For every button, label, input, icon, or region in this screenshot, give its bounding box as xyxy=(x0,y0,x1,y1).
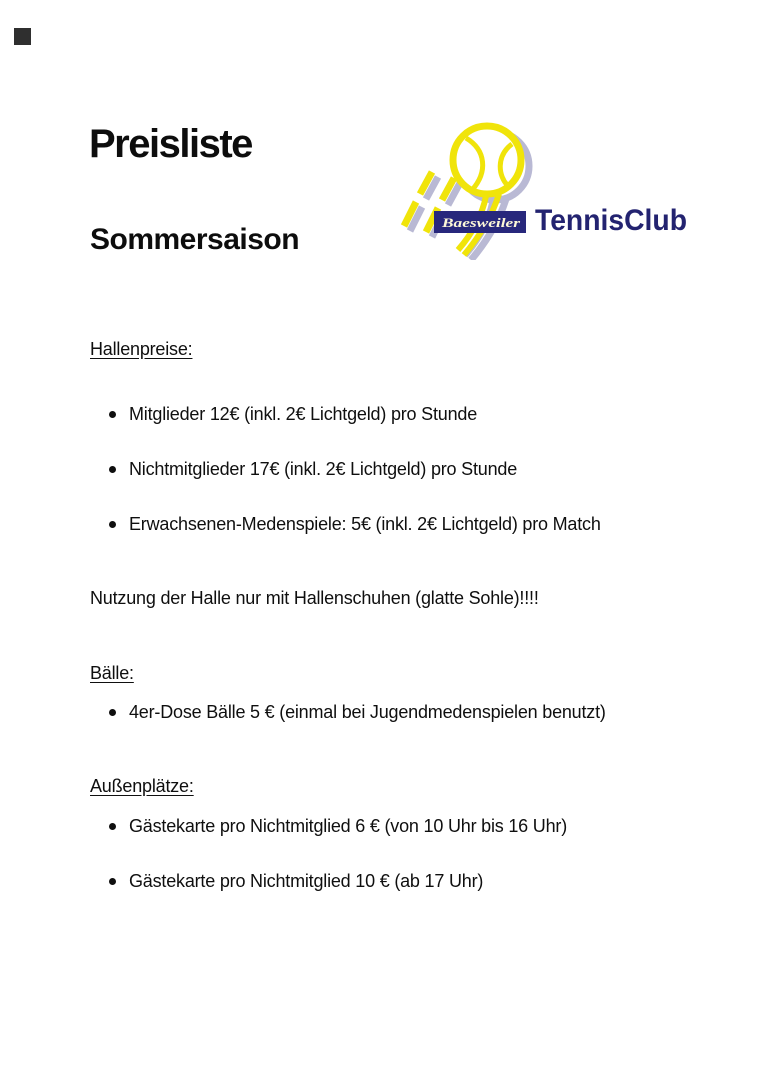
bullet-icon xyxy=(109,521,116,528)
logo-banner xyxy=(434,211,526,233)
page-title: Preisliste xyxy=(89,122,252,166)
tennis-club-logo-graphic xyxy=(396,110,692,260)
section-heading-baelle: Bälle: xyxy=(90,663,134,683)
bullet-text: Gästekarte pro Nichtmitglied 10 € (ab 17 Uhr) xyxy=(129,871,484,891)
list-item xyxy=(109,815,567,837)
tennis-ball-icon xyxy=(453,126,521,194)
bullet-text: Erwachsenen-Medenspiele: 5€ (inkl. 2€ Lichtgeld) pro Match xyxy=(129,514,601,534)
bullet-icon xyxy=(109,466,116,473)
section-heading-aussenplaetze: Außenplätze: xyxy=(90,776,194,796)
bullet-icon xyxy=(109,709,116,716)
section-heading-hallenpreise: Hallenpreise: xyxy=(90,339,193,359)
list-item xyxy=(109,458,517,480)
list-item xyxy=(109,870,483,892)
bullet-text: Mitglieder 12€ (inkl. 2€ Lichtgeld) pro Stunde xyxy=(129,404,478,424)
page-subtitle: Sommersaison xyxy=(90,223,300,256)
logo-club-text: TennisClub xyxy=(535,204,687,237)
list-item xyxy=(109,701,606,723)
bullet-icon xyxy=(109,411,116,418)
list-item xyxy=(109,403,477,425)
logo-banner-text: Baesweiler xyxy=(440,215,522,230)
list-item xyxy=(109,513,601,535)
bullet-text: 4er-Dose Bälle 5 € (einmal bei Jugendmedenspielen benutzt) xyxy=(129,702,606,722)
bullet-icon xyxy=(109,878,116,885)
bullet-icon xyxy=(109,823,116,830)
scan-artifact-mark xyxy=(14,28,31,45)
bullet-text: Nichtmitglieder 17€ (inkl. 2€ Lichtgeld) pro Stunde xyxy=(129,459,518,479)
club-logo xyxy=(396,110,692,260)
bullet-text: Gästekarte pro Nichtmitglied 6 € (von 10 Uhr bis 16 Uhr) xyxy=(129,816,567,836)
hall-usage-note: Nutzung der Halle nur mit Hallenschuhen (glatte Sohle)!!!! xyxy=(90,588,539,608)
